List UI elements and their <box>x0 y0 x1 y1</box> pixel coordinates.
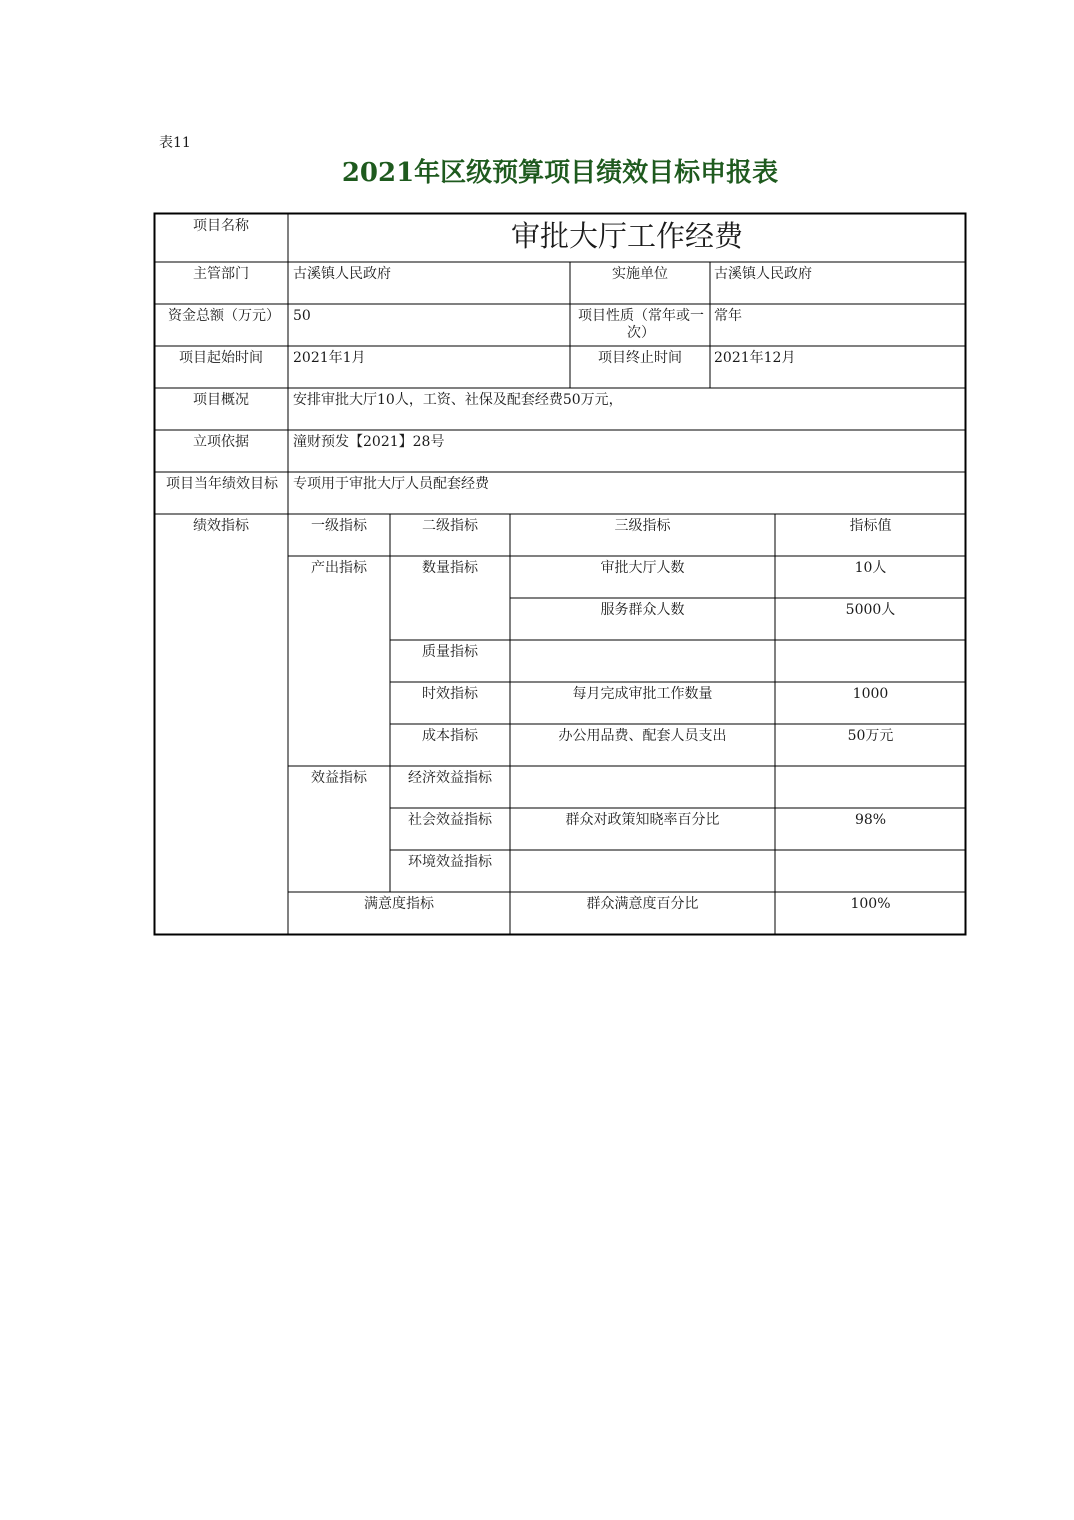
dept-value: 古溪镇人民政府 <box>293 266 391 282</box>
end-value: 2021年12月 <box>714 350 796 366</box>
indicator-value: 5000人 <box>845 602 896 618</box>
start-value: 2021年1月 <box>293 350 366 366</box>
header-level1: 一级指标 <box>311 518 367 534</box>
indicator-name: 群众对政策知晓率百分比 <box>565 812 720 828</box>
header-value: 指标值 <box>849 518 892 534</box>
indicator-value: 50万元 <box>847 728 894 744</box>
overview-label: 项目概况 <box>193 392 249 408</box>
basis-value: 潼财预发【2021】28号 <box>293 434 445 450</box>
quantity-indicator-label: 数量指标 <box>422 560 478 576</box>
env-indicator-label: 环境效益指标 <box>408 854 492 870</box>
benefit-indicator-label: 效益指标 <box>311 770 367 786</box>
quality-indicator-label: 质量指标 <box>422 644 478 660</box>
output-indicator-label: 产出指标 <box>311 560 367 576</box>
project-name-label: 项目名称 <box>193 218 249 234</box>
perf-label: 绩效指标 <box>193 518 249 534</box>
indicator-name: 办公用品费、配套人员支出 <box>558 728 727 744</box>
indicator-name: 群众满意度百分比 <box>586 896 699 912</box>
indicator-value: 98% <box>854 812 887 828</box>
table-number: 表11 <box>159 135 191 151</box>
economic-indicator-label: 经济效益指标 <box>408 770 492 786</box>
header-level2: 二级指标 <box>422 518 478 534</box>
goal-value: 专项用于审批大厅人员配套经费 <box>293 476 489 492</box>
fund-value: 50 <box>293 308 311 324</box>
overview-value: 安排审批大厅10人，工资、社保及配套经费50万元， <box>293 392 623 408</box>
project-name-value: 审批大厅工作经费 <box>510 219 743 253</box>
basis-label: 立项依据 <box>193 434 249 450</box>
satisfaction-indicator-label: 满意度指标 <box>364 896 434 912</box>
nature-value: 常年 <box>714 308 742 324</box>
indicator-value: 100% <box>850 896 891 912</box>
indicator-value: 1000 <box>852 686 889 702</box>
indicator-value: 10人 <box>854 560 887 576</box>
indicator-name: 服务群众人数 <box>600 602 685 618</box>
dept-label: 主管部门 <box>193 266 249 282</box>
fund-label: 资金总额（万元） <box>168 308 280 324</box>
indicator-name: 每月完成审批工作数量 <box>572 686 713 702</box>
end-label: 项目终止时间 <box>598 350 682 366</box>
cost-indicator-label: 成本指标 <box>422 728 478 744</box>
social-indicator-label: 社会效益指标 <box>408 812 492 828</box>
goal-label: 项目当年绩效目标 <box>166 476 278 492</box>
nature-label: 项目性质（常年或一次） <box>578 308 704 341</box>
header-level3: 三级指标 <box>614 518 671 534</box>
indicator-name: 审批大厅人数 <box>600 560 685 576</box>
impl-value: 古溪镇人民政府 <box>714 266 812 282</box>
impl-label: 实施单位 <box>612 266 668 282</box>
page-title: 2021年区级预算项目绩效目标申报表 <box>341 158 779 188</box>
timeliness-indicator-label: 时效指标 <box>422 686 478 702</box>
start-label: 项目起始时间 <box>179 350 263 366</box>
